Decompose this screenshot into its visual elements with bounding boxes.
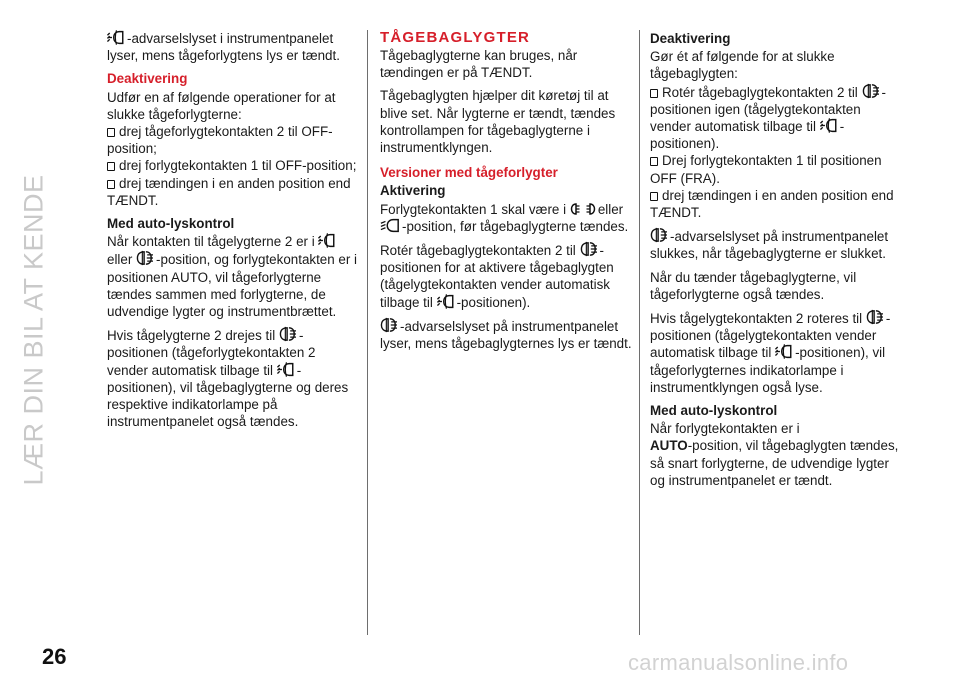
paragraph: Hvis tågelygterne 2 drejes til -positionen (tågeforlygtekontakten 2 vender automatisk tilbage til -positionen), vil tågebaglygterne og deres respektive indikatorlampe på instrumentpanelet også tændes. (107, 328, 349, 430)
paragraph: Hvis tågelygtekontakten 2 roteres til -positionen (tågelygtekontakten vender automatisk tilbage til -positionen), vil tågeforlygternes indikatorlampe i instrumentklyngen også lyse. (650, 311, 891, 395)
page-number: 26 (42, 644, 67, 669)
paragraph: -advarselslyset i instrumentpanelet lyser, mens tågeforlygtens lys er tændt. (107, 31, 340, 64)
heading-deaktivering: Deaktivering (107, 71, 188, 87)
front-fog-light-icon (318, 233, 336, 248)
bullet-list (107, 123, 359, 209)
heading-deaktivering: Deaktivering (650, 31, 731, 46)
column-divider (639, 30, 640, 635)
list-item: drej tændingen i en anden position end TÆNDT. (650, 187, 894, 221)
heading-auto-lyskontrol: Med auto-lyskontrol (107, 216, 235, 232)
parking-light-icon (570, 202, 596, 216)
rear-fog-light-icon (580, 241, 598, 257)
list-item: Rotér tågebaglygtekontakten 2 til -positionen igen (tågelygtekontakten vender automatisk tilbage til -positionen). (650, 84, 886, 152)
front-fog-light-icon (775, 344, 793, 359)
list-item: drej forlygtekontakten 1 til OFF-position; (107, 157, 359, 174)
list-item: drej tændingen i en anden position end TÆNDT. (107, 175, 351, 208)
bullet-square-icon (650, 157, 658, 166)
low-beam-icon (380, 218, 400, 233)
heading-auto-lyskontrol: Med auto-lyskontrol (650, 403, 778, 419)
column-2 (380, 30, 632, 358)
paragraph: -advarselslyset på instrumentpanelet slukkes, når tågebaglygterne er slukket. (650, 229, 889, 262)
column-1 (107, 30, 359, 436)
front-fog-light-icon (107, 30, 125, 45)
paragraph: Når forlygtekontakten er i AUTO-position, vil tågebaglygten tændes, så snart forlygterne, de udvendige lygter og instrumentpanelet er tændt. (650, 421, 899, 488)
heading-aktivering: Aktivering (380, 183, 446, 199)
rear-fog-light-icon (650, 227, 668, 243)
paragraph: -advarselslyset på instrumentpanelet lyser, mens tågebaglygternes lys er tændt. (380, 318, 632, 352)
source-watermark: carmanualsonline.info (628, 650, 849, 675)
bullet-square-icon (107, 180, 115, 189)
bullet-square-icon (650, 192, 658, 201)
paragraph: Tågebaglygterne kan bruges, når tændingen er på TÆNDT. (380, 48, 578, 81)
auto-label: AUTO (650, 438, 688, 454)
section-side-title: LÆR DIN BIL AT KENDE (18, 174, 49, 486)
rear-fog-light-icon (866, 309, 884, 325)
list-item: drej tågeforlygtekontakten 2 til OFF-position; (107, 124, 333, 157)
paragraph: Tågebaglygten hjælper dit køretøj til at blive set. Når lygterne er tændt, tændes kontrollampen for tågebaglygterne i instrumentklyngen. (380, 88, 616, 156)
section-title: TÅGEBAGLYGTER (380, 29, 531, 46)
rear-fog-light-icon (279, 326, 297, 342)
rear-fog-light-icon (862, 83, 880, 99)
front-fog-light-icon (437, 294, 455, 309)
front-fog-light-icon (820, 118, 838, 133)
column-3 (650, 30, 902, 495)
paragraph: Når du tænder tågebaglygterne, vil tågeforlygterne også tændes. (650, 269, 857, 302)
paragraph: Udfør en af følgende operationer for at slukke tågeforlygterne: (107, 89, 336, 122)
heading-versioner: Versioner med tågeforlygter (380, 165, 558, 181)
paragraph: Forlygtekontakten 1 skal være i eller -position, før tågebaglygterne tændes. (380, 201, 629, 234)
paragraph: Gør ét af følgende for at slukke tågebaglygten: (650, 49, 835, 82)
paragraph: Rotér tågebaglygtekontakten 2 til -positionen for at aktivere tågebaglygten (tågelygtekontakten vender automatisk tilbage til -positionen). (380, 243, 614, 310)
list-item: Drej forlygtekontakten 1 til positionen OFF (FRA). (650, 153, 882, 186)
bullet-square-icon (650, 89, 658, 98)
bullet-square-icon (107, 128, 115, 137)
bullet-square-icon (107, 162, 115, 171)
rear-fog-light-icon (136, 250, 154, 266)
front-fog-light-icon (277, 362, 295, 377)
column-divider (367, 30, 368, 635)
rear-fog-light-icon (380, 317, 398, 333)
paragraph: Når kontakten til tågelygterne 2 er i eller -position, og forlygtekontakten er i positionen AUTO, vil tågeforlygterne tændes sammen med forlygterne, de udvendige lygter og instrumentbrættet. (107, 234, 358, 320)
